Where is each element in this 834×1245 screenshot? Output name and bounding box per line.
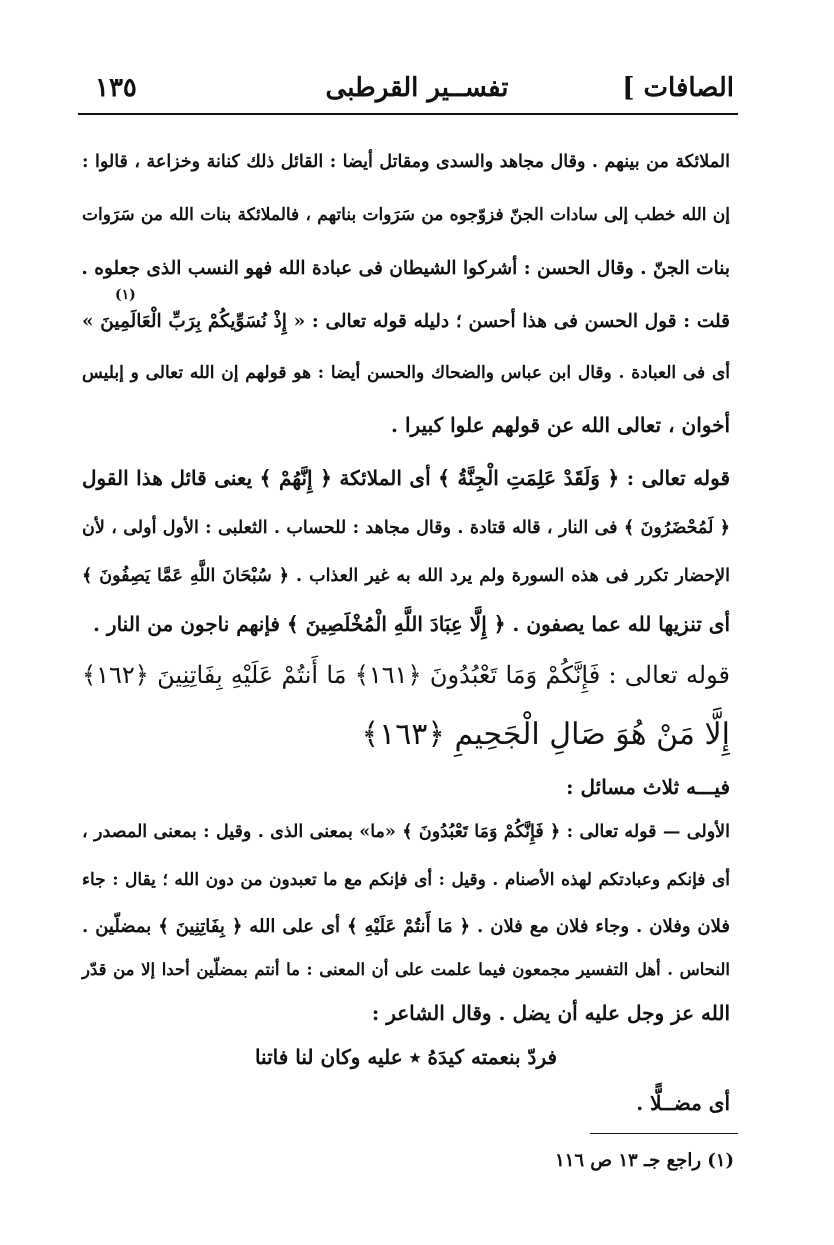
section-heading: فيـــه ثلاث مسائل :	[566, 775, 730, 799]
text-line: الله عز وجل عليه أن يضل . وقال الشاعر :	[371, 1001, 730, 1025]
text-line: الإحضار تكرر فى هذه السورة ولم يرد الله به غير العذاب . ﴿ سُبْحَانَ اللَّهِ عَمَّا يَصِفُونَ ﴾	[82, 566, 730, 586]
text-line: بنات الجنّ . وقال الحسن : أشركوا الشيطان فى عبادة الله فهو النسب الذى جعلوه .	[81, 258, 730, 279]
text-line: النحاس . أهل التفسير مجمعون فيما علمت على أن المعنى : ما أنتم بمضلّين أحدا إلا من قدّر	[82, 960, 730, 979]
quran-verse-line: قوله تعالى : فَإِنَّكُمْ وَمَا تَعْبُدُونَ ﴿١٦١﴾ مَا أَنتُمْ عَلَيْهِ بِفَاتِنِينَ ﴿١٦٢﴾	[82, 661, 730, 689]
text-line: قلت : قول الحسن فى هذا أحسن ؛ دليله قوله تعالى : « إِذْ نُسَوِّيكُمْ بِرَبِّ الْعَالَمِينَ »	[82, 311, 730, 332]
text-line: أى فإنكم وعبادتكم لهذه الأصنام . وقيل : أى فإنكم مع ما تعبدون من دون الله ؛ يقال : جاء	[82, 870, 730, 890]
text-line: إن الله خطب إلى سادات الجنّ فزوّجوه من سَرَوات بناتهم ، فالملائكة بنات الله من سَرَوات	[82, 205, 730, 225]
running-head-title: تفســير القرطبى	[325, 73, 509, 103]
text-line: أى فى العبادة . وقال ابن عباس والضحاك والحسن أيضا : هو قولهم إن الله تعالى و إبليس	[82, 363, 730, 383]
text-line: قوله تعالى : ﴿ وَلَقَدْ عَلِمَتِ الْجِنَّةُ ﴾ أى الملائكة ﴿ إِنَّهُمْ ﴾ يعنى قائل هذا القول	[82, 466, 730, 490]
text-line: الأولى — قوله تعالى : ﴿ فَإِنَّكُمْ وَمَا تَعْبُدُونَ ﴾ «ما» بمعنى الذى . وقيل : بمعنى المصدر ،	[82, 822, 730, 842]
text-line: الملائكة من بينهم . وقال مجاهد والسدى ومقاتل أيضا : القائل ذلك كنانة وخزاعة ، قالوا :	[82, 152, 730, 172]
footnote-rule	[590, 1133, 738, 1134]
text-line: ﴿ لَمُحْضَرُونَ ﴾ فى النار ، قاله قتادة . وقال مجاهد : للحساب . الثعلبى : الأول أولى ، لأن	[82, 518, 730, 538]
quran-verse-line: إِلَّا مَنْ هُوَ صَالِ الْجَحِيمِ ﴿١٦٣﴾	[361, 717, 730, 752]
text-line: أخوان ، تعالى الله عن قولهم علوا كبيرا .	[391, 413, 730, 437]
footnote-reference: (١)	[115, 287, 136, 303]
text-line: فلان وفلان . وجاء فلان مع فلان . ﴿ مَا أَنتُمْ عَلَيْهِ ﴾ أى على الله ﴿ بِفَاتِنِينَ ﴾ بمضلّين .	[82, 916, 730, 937]
footnote: (١) راجع جـ ١٣ ص ١١٦	[555, 1150, 734, 1171]
running-head-surah: الصافات ]	[622, 73, 734, 103]
poetry-verse: فردّ بنعمته كيدَهُ ٭ عليه وكان لنا فاتنا	[254, 1045, 558, 1069]
header-rule	[78, 113, 738, 115]
text-line: أى مضــلًّا .	[636, 1091, 730, 1115]
page-number: ١٣٥	[95, 73, 137, 103]
text-line: أى تنزيها لله عما يصفون . ﴿ إِلَّا عِبَادَ اللَّهِ الْمُخْلَصِينَ ﴾ فإنهم ناجون من النار .	[92, 612, 730, 636]
